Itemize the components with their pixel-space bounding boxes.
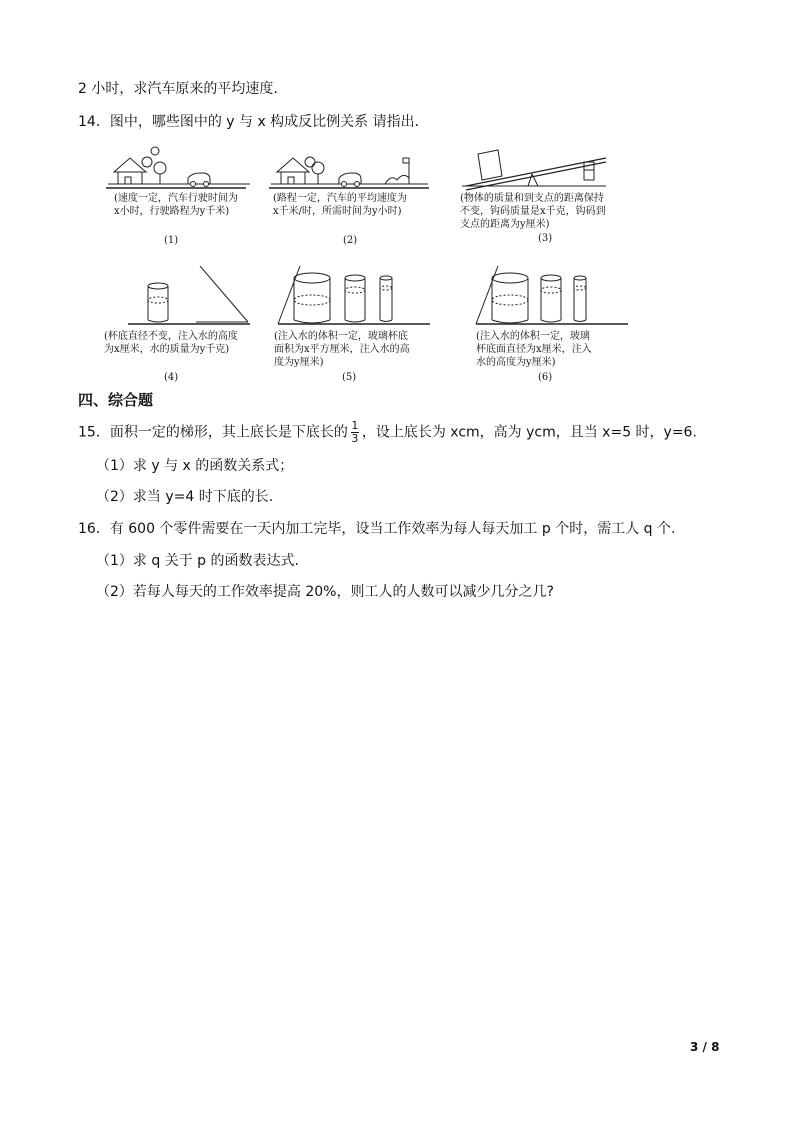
section-heading: 四、综合题	[78, 391, 154, 409]
figure-2-caption-line: x千米/时，所需时间为y小时)	[273, 206, 402, 217]
figure-3-number: (3)	[538, 233, 553, 244]
q15-text	[78, 420, 697, 445]
figure-5	[270, 266, 440, 381]
figure-1-caption-line: (速度一定，汽车行驶时间为	[114, 193, 238, 204]
q16-sub1: （1）求 q 关于 p 的函数表达式.	[96, 553, 299, 569]
figure-2	[263, 138, 433, 253]
figure-3	[456, 138, 626, 253]
figure-1-number: (1)	[164, 235, 179, 246]
q15-sub1: （1）求 y 与 x 的函数关系式；	[96, 458, 294, 474]
q15-sub2: （2）求当 y=4 时下底的长.	[96, 489, 274, 505]
figure-6-caption-line: 水的高度为y厘米)	[476, 357, 556, 368]
figure-4-number: (4)	[164, 372, 179, 383]
figure-3-caption-line: 支点的距离为y厘米)	[460, 219, 550, 230]
figure-1	[100, 138, 270, 253]
figure-4-caption-line: (杯底直径不变，注入水的高度	[104, 331, 238, 342]
q13-tail: 2 小时，求汽车原来的平均速度.	[78, 81, 278, 97]
fraction-denominator: 3	[351, 432, 359, 445]
figure-2-number: (2)	[343, 235, 358, 246]
figure-6	[470, 266, 640, 381]
figure-6-caption-line: 杯底面直径为x厘米，注入	[476, 344, 592, 355]
page-number: 3 / 8	[690, 1040, 720, 1054]
figure-4-caption-line: 为x厘米，水的质量为y千克)	[104, 344, 230, 355]
q16-text: 16．有 600 个零件需要在一天内加工完毕，设当工作效率为每人每天加工 p 个时，需工人 q 个.	[78, 521, 676, 537]
figure-3-caption-line: 不变，钩码质量是x千克，钩码到	[460, 206, 606, 217]
figure-5-caption-line: (注入水的体积一定，玻璃杯底	[274, 331, 408, 342]
figure-5-caption-line: 面积为x平方厘米，注入水的高	[274, 344, 410, 355]
q15-post: ，设上底长为 xcm，高为 ycm，且当 x=5 时，y=6.	[361, 424, 697, 441]
q15-pre: 15．面积一定的梯形，其上底长是下底长的	[78, 424, 348, 441]
q16-sub2: （2）若每人每天的工作效率提高 20%，则工人的人数可以减少几分之几?	[96, 584, 554, 600]
figure-3-caption-line: (物体的质量和到支点的距离保持	[460, 193, 604, 204]
fraction-one-third	[351, 420, 359, 445]
figure-1-caption-line: x小时，行驶路程为y千米)	[114, 206, 230, 217]
figure-6-caption-line: (注入水的体积一定，玻璃	[476, 331, 590, 342]
fraction-numerator: 1	[351, 419, 359, 432]
figure-4	[100, 266, 270, 381]
figure-2-caption-line: (路程一定，汽车的平均速度为	[273, 193, 407, 204]
figure-6-number: (6)	[538, 372, 553, 383]
figure-5-number: (5)	[342, 372, 357, 383]
figure-5-caption-line: 度为y厘米)	[274, 357, 324, 368]
q14-text: 14．图中，哪些图中的 y 与 x 构成反比例关系 请指出．	[78, 114, 429, 130]
